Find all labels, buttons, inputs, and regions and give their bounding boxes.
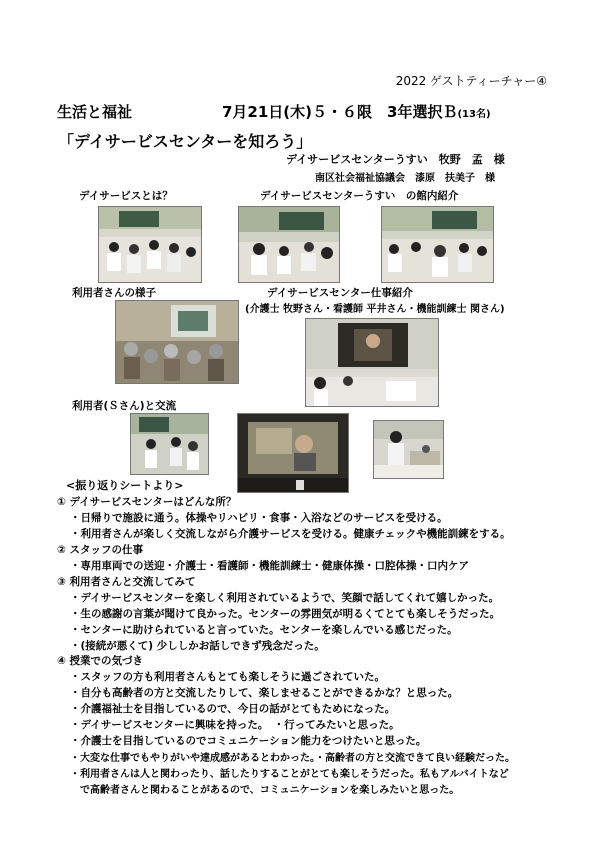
class-size: (13名)	[457, 109, 491, 120]
section-heading-2: ② スタッフの仕事	[57, 544, 144, 556]
photo-classroom-1	[98, 206, 202, 283]
list-item: ・センターに助けられていると言っていた。センターを楽しんでいる感じだった。	[70, 624, 458, 636]
lesson-date-text: 7月21日(木)５・６限 3年選択Ｂ	[222, 103, 458, 121]
page-title: 「デイサービスセンターを知ろう」	[58, 132, 313, 151]
caption-exchange: 利用者(Ｓさん)と交流	[72, 400, 177, 412]
list-item: ・利用者さんが楽しく交流しながら介護サービスを受ける。健康チェックや機能訓練をする。	[70, 528, 511, 540]
list-item: ・専用車両での送迎・介護士・看護師・機能訓練士・健康体操・口腔体操・口内ケア	[70, 560, 469, 572]
list-item: ・介護福祉士を目指しているので、今日の話がとてもためになった。	[70, 703, 396, 715]
caption-users-state: 利用者さんの様子	[72, 287, 156, 299]
classroom-photo-3	[382, 207, 493, 282]
caption-work-intro: デイサービスセンター仕事紹介	[267, 287, 413, 299]
exchange-photo-1	[131, 414, 208, 474]
series-label: 2022 ゲストティーチャー④	[395, 74, 547, 88]
list-item: ・大変な仕事でもやりがいや達成感があるとわかった。・高齢者の方と交流できて良い経験だった。	[70, 753, 515, 764]
list-item: ・日帰りで施設に通う。体操やリハビリ・食事・入浴などのサービスを受ける。	[70, 512, 448, 524]
photo-users	[115, 300, 239, 384]
photo-classroom-2	[238, 206, 340, 283]
photo-work-intro	[305, 318, 439, 407]
list-item: ・生の感謝の言葉が聞けて良かった。センターの雰囲気が明るくてとても楽しそうだった。	[70, 608, 501, 620]
list-item: ・デイサービスセンターを楽しく利用されているようで、笑顔で話してくれて嬉しかった。	[70, 592, 500, 604]
lesson-date	[222, 101, 491, 122]
list-item: ・介護士を目指しているのでコミュニケーション能力をつけたいと思った。	[70, 735, 427, 747]
list-item: で高齢者さんと関わることがあるので、コミュニケーションを楽しみたいと思った。	[70, 785, 460, 796]
list-item: ・利用者さんは人と関わったり、話したりすることがとても楽しそうだった。私もアルバイトなど	[70, 769, 509, 780]
classroom-photo-1	[99, 207, 201, 282]
users-photo	[116, 301, 238, 383]
subject-title: 生活と福祉	[57, 103, 133, 121]
caption-work-staff: (介護士 牧野さん・看護師 平井さん・機能訓練士 関さん)	[245, 304, 505, 315]
classroom-photo-2	[239, 207, 339, 282]
lecturer-2: 南区社会福祉協議会 漆原 扶美子 様	[315, 173, 495, 184]
lecturer-1: デイサービスセンターうすい 牧野 孟 様	[286, 153, 505, 166]
list-item: ・スタッフの方も利用者さんもとても楽しそうに過ごされていた。	[70, 671, 385, 683]
photo-exchange-3	[373, 420, 444, 479]
reflection-heading: <振り返りシートより>	[66, 479, 184, 492]
list-item: ・自分も高齢者の方と交流したりして、楽しませることができるかな？と思った。	[70, 687, 459, 699]
section-heading-1: ① デイサービスセンターはどんな所？	[57, 496, 237, 508]
work-intro-photo	[306, 319, 438, 406]
caption-facility-intro: デイサービスセンターうすい の館内紹介	[260, 190, 459, 202]
list-item: ・(接続が悪くて) 少ししかお話しできず残念だった。	[70, 640, 325, 652]
section-heading-4: ④ 授業での気づき	[57, 655, 144, 667]
photo-exchange-1	[130, 413, 209, 475]
exchange-photo-2	[238, 414, 348, 492]
list-item: ・デイサービスセンターに興味を持った。 ・行ってみたいと思った。	[70, 719, 400, 731]
caption-what-is: デイサービスとは？	[79, 190, 173, 202]
exchange-photo-3	[374, 421, 443, 478]
photo-exchange-2	[237, 413, 349, 493]
section-heading-3: ③ 利用者さんと交流してみて	[57, 576, 196, 588]
photo-classroom-3	[381, 206, 494, 283]
